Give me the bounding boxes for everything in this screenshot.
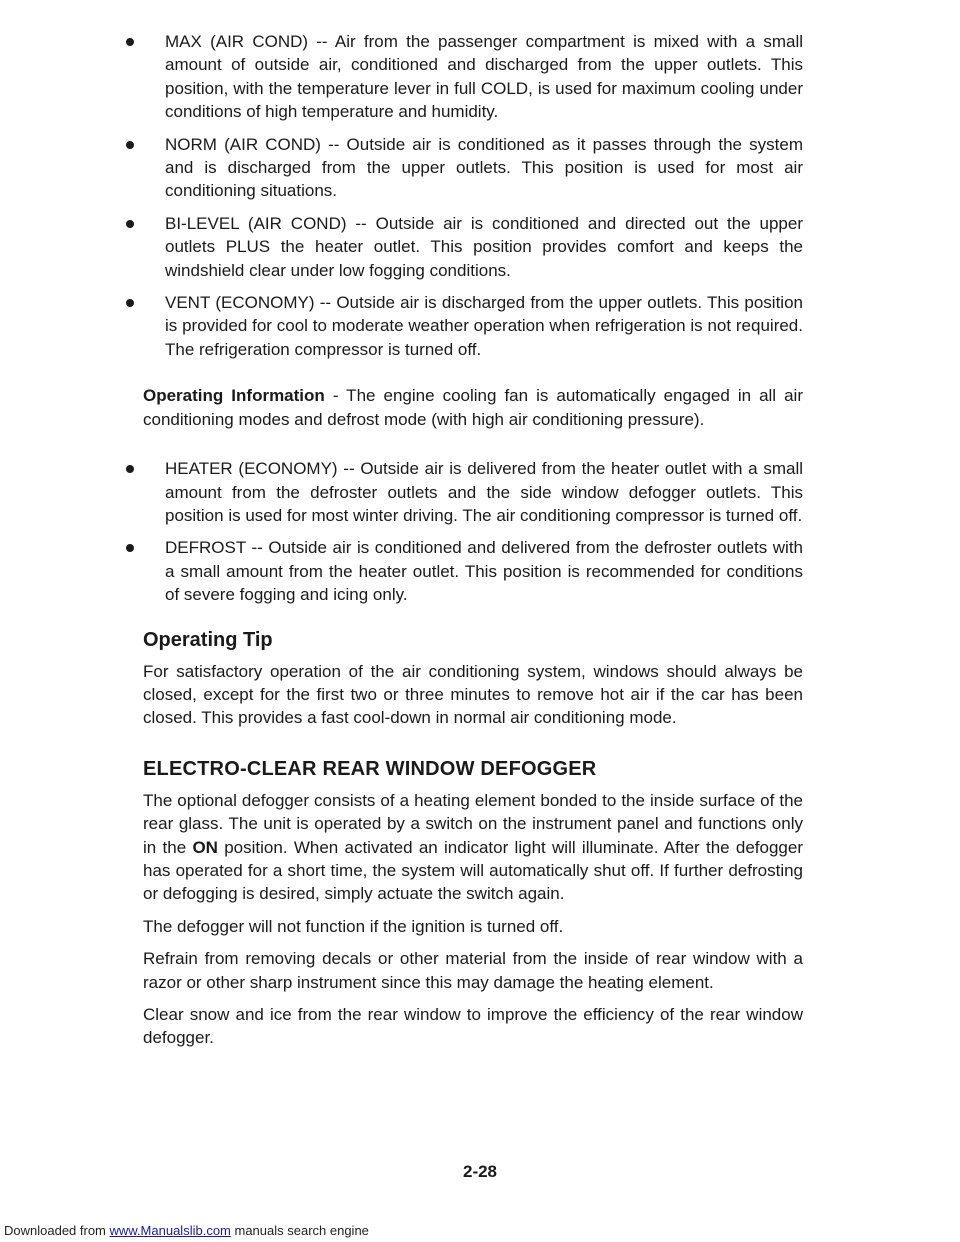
- operating-tip-text: For satisfactory operation of the air conditioning system, windows should always be closed, except for the first two or three minutes to remove hot air if the car has been closed. This provides a fast cool-down in normal air conditioning mode.: [143, 661, 803, 728]
- bullet-icon: [126, 38, 134, 46]
- mode-term: VENT: [165, 293, 211, 313]
- defogger-paragraph-4: Clear snow and ice from the rear window to improve the efficiency of the rear window defogger.: [143, 1005, 803, 1048]
- mode-item-defrost: [143, 536, 803, 606]
- mode-description: (AIR COND) -- Outside air is conditioned as it passes through the system and is discharged from the upper outlets. This position is used for most air conditioning situations.: [165, 134, 803, 201]
- bullet-icon: [126, 465, 134, 473]
- mode-description: -- Outside air is conditioned and delivered from the defroster outlets with a small amount from the heater outlet. This position is recommended for conditions of severe fogging and icing only.: [165, 538, 803, 605]
- defogger-p1-before: The optional defogger consists of a heating element bonded to the inside surface of the rear glass. The unit is operated by a switch on the instrument panel and functions only in the: [143, 790, 803, 857]
- bullet-icon: [126, 544, 134, 552]
- mode-item-bilevel: [143, 212, 803, 282]
- footer-prefix: Downloaded from: [4, 1223, 110, 1238]
- mode-description: (AIR COND) -- Outside air is conditioned and directed out the upper outlets PLUS the heater outlet. This position provides comfort and keeps the windshield clear under low fogging conditions.: [165, 213, 803, 280]
- mode-item-max: [143, 30, 803, 124]
- manualslib-link[interactable]: www.Manualslib.com: [109, 1223, 231, 1238]
- mode-description: (ECONOMY) -- Outside air is discharged from the upper outlets. This position is provided for cool to moderate weather operation when refrigeration is not required. The refrigeration compressor is turned off.: [165, 293, 803, 359]
- on-position-emphasis: ON: [192, 837, 218, 857]
- defogger-paragraph-3: Refrain from removing decals or other material from the inside of rear window with a razor or other sharp instrument since this may damage the heating element.: [143, 949, 803, 992]
- bullet-icon: [126, 299, 134, 307]
- defogger-paragraph-2: The defogger will not function if the ignition is turned off.: [143, 916, 564, 936]
- mode-term: DEFROST: [165, 538, 246, 558]
- mode-term: MAX: [165, 32, 202, 51]
- mode-term: HEATER: [165, 459, 233, 479]
- mode-item-vent: [143, 291, 803, 361]
- defogger-heading: ELECTRO-CLEAR REAR WINDOW DEFOGGER: [143, 757, 597, 780]
- mode-item-heater: [143, 457, 803, 527]
- download-footer: [4, 1223, 369, 1238]
- operating-tip-heading: Operating Tip: [143, 628, 273, 651]
- footer-suffix: manuals search engine: [230, 1223, 369, 1238]
- mode-description: (ECONOMY) -- Outside air is delivered from the heater outlet with a small amount from the defroster outlets and the side window defogger outlets. This position is used for most winter driving. The air conditioning compressor is turned off.: [165, 459, 803, 525]
- operating-information-text: - The engine cooling fan is automatically engaged in all air conditioning modes and defrost mode (with high air conditioning pressure).: [143, 386, 803, 429]
- mode-list-aircond: [143, 30, 803, 361]
- mode-list-heater: [143, 457, 803, 606]
- operating-information-lead: Operating Information: [143, 386, 325, 406]
- defogger-paragraph-1: [143, 789, 803, 906]
- defogger-p1-after: position. When activated an indicator light will illuminate. After the defogger has operated for a short time, the system will automatically shut off. If further defrosting or defogging is desired, simply actuate the switch again.: [143, 837, 803, 904]
- bullet-icon: [126, 141, 134, 149]
- page-content: [143, 30, 803, 1059]
- operating-information-paragraph: [143, 384, 803, 431]
- mode-item-norm: [143, 133, 803, 203]
- mode-term: NORM: [165, 134, 217, 154]
- mode-description: (AIR COND) -- Air from the passenger compartment is mixed with a small amount of outside air, conditioned and discharged from the upper outlets. This position, with the temperature lever in full COLD, is used for maximum cooling under conditions of high temperature and humidity.: [165, 32, 803, 122]
- page-number: 2-28: [462, 1162, 498, 1181]
- bullet-icon: [126, 220, 134, 228]
- mode-term: BI-LEVEL: [165, 213, 240, 233]
